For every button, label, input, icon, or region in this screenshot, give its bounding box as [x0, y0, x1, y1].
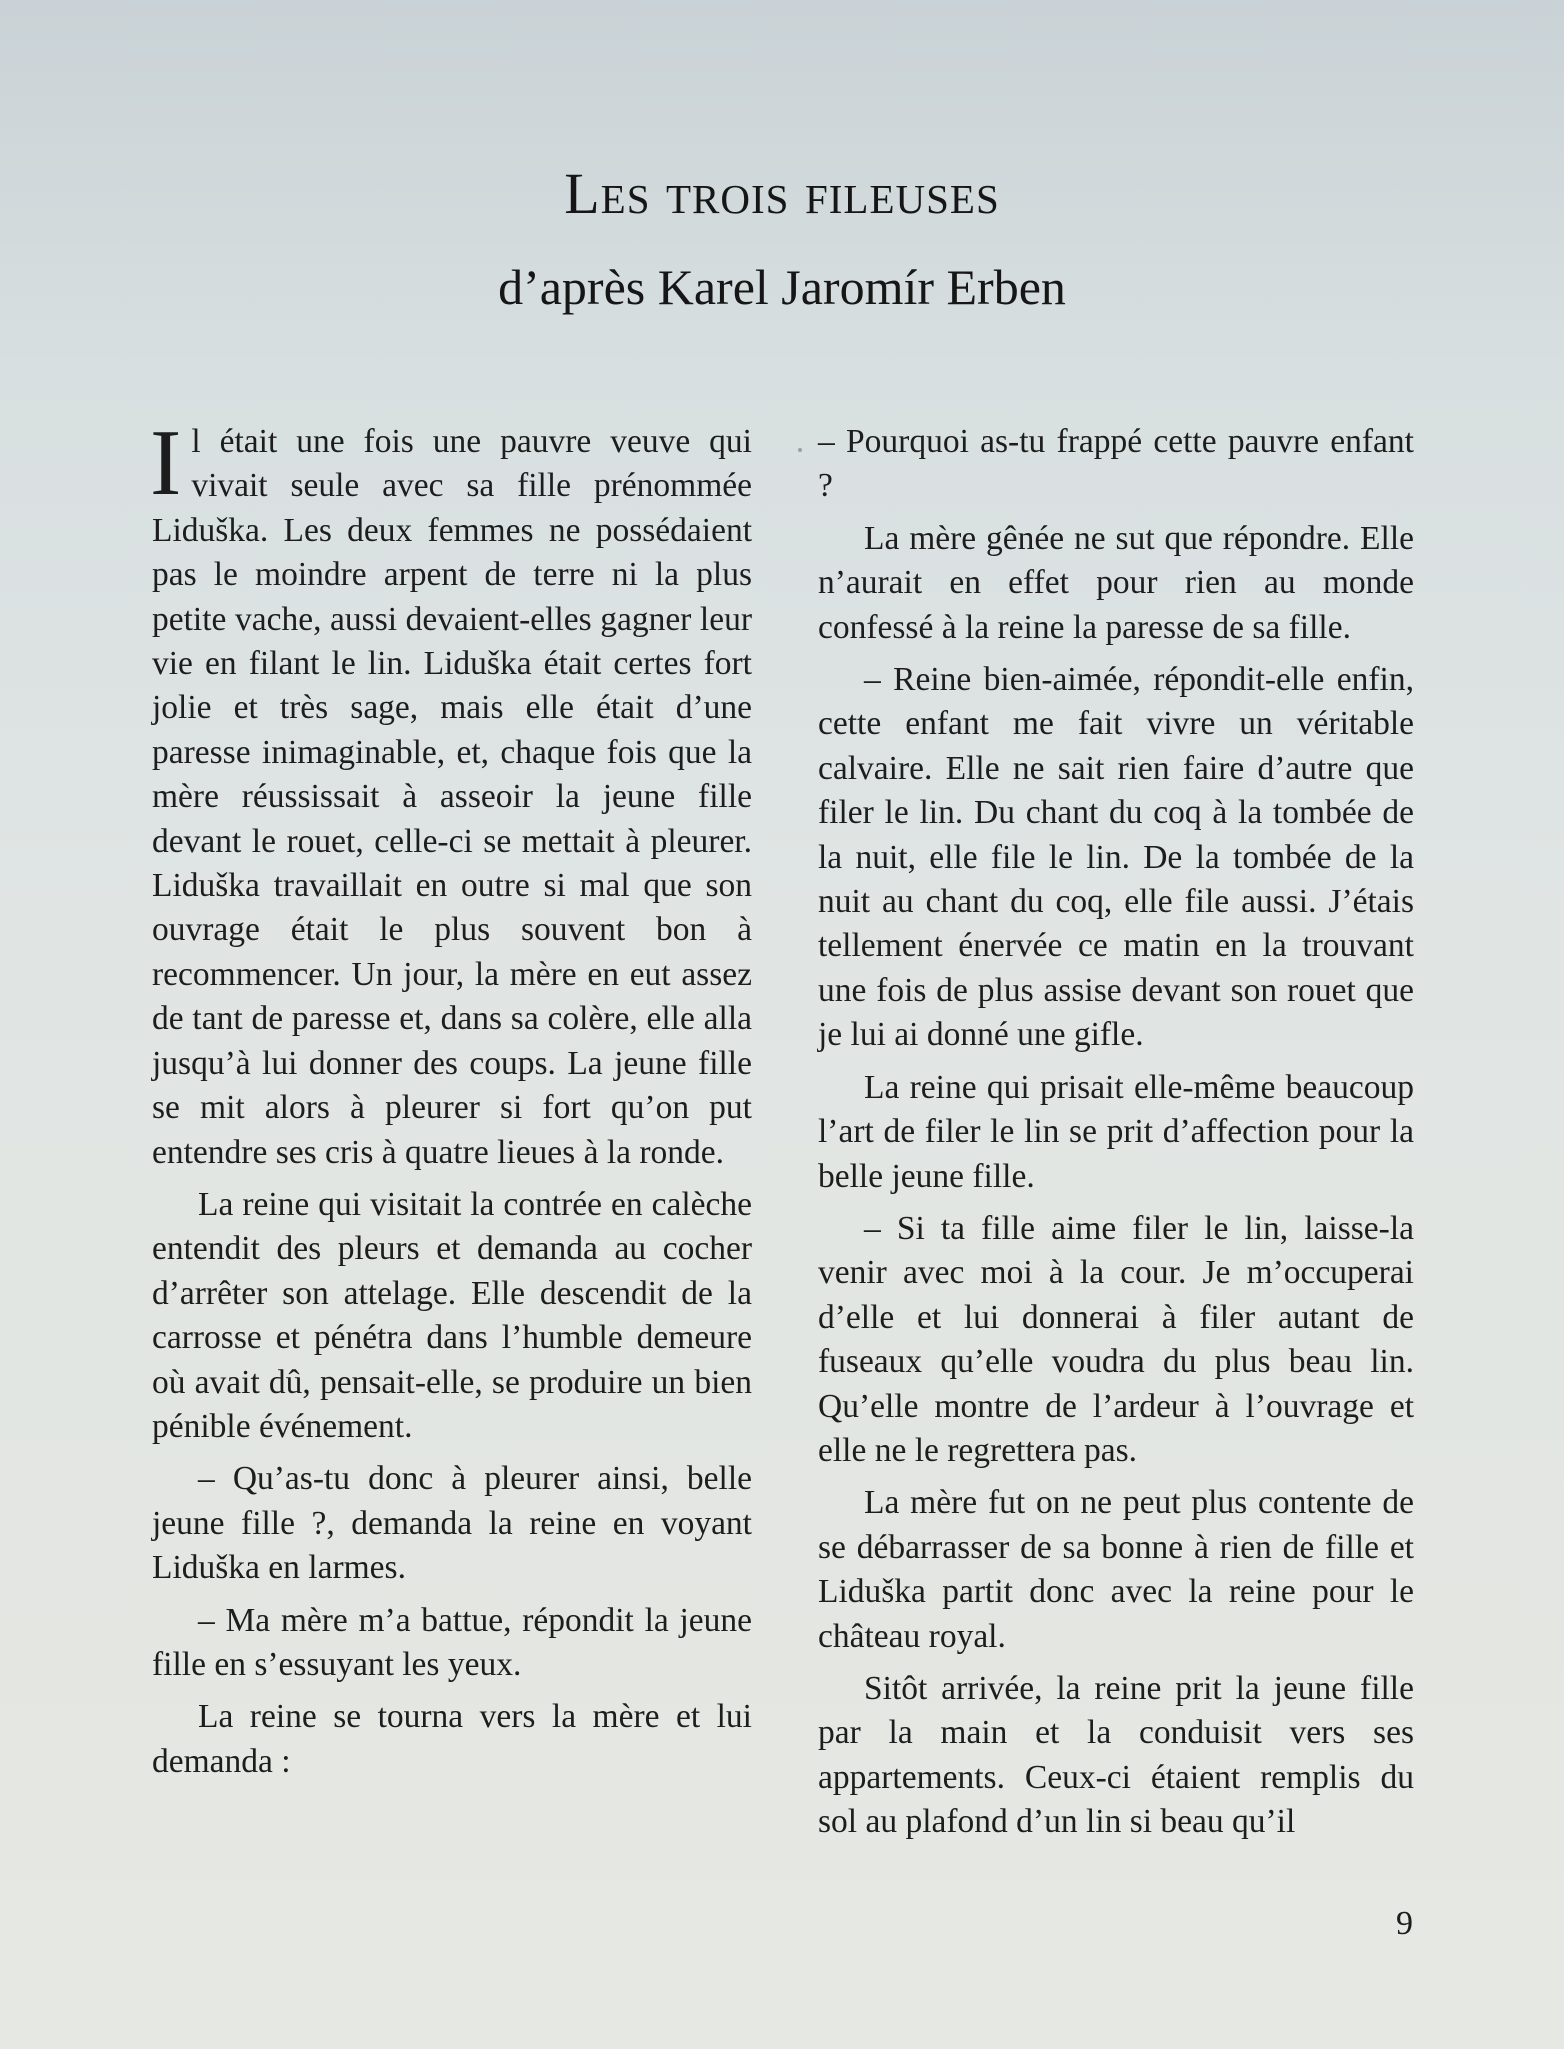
- drop-cap: I: [150, 411, 182, 515]
- right-column: [818, 420, 1414, 1853]
- paragraph: La mère fut on ne peut plus contente de se débarrasser de sa bonne à rien de fille et Liduška partit donc avec la reine pour le château royal.: [818, 1484, 1414, 1655]
- paragraph: – Qu’as-tu donc à pleurer ainsi, belle jeune fille ?, demanda la reine en voyant Liduška en larmes.: [152, 1460, 752, 1587]
- paragraph: – Si ta fille aime filer le lin, laisse-la venir avec moi à la cour. Je m’occuperai d’elle et lui donnerai à filer autant de fuseaux qu’elle voudra du plus beau lin. Qu’elle montre de l’ardeur à l’ouvrage et elle ne le regrettera pas.: [818, 1209, 1414, 1469]
- story-subtitle: d’après Karel Jaromír Erben: [498, 259, 1066, 315]
- story-title: Les trois fileuses: [564, 161, 1000, 226]
- paragraph: La reine qui visitait la contrée en calèche entendit des pleurs et demanda au cocher d’arrêter son attelage. Elle descendit de la carrosse et pénétra dans l’humble demeure où avait dû, pensait-elle, se produire un bien pénible événement.: [152, 1185, 752, 1445]
- paragraph: La reine se tourna vers la mère et lui demanda :: [152, 1698, 752, 1780]
- paragraph: La reine qui prisait elle-même beaucoup l’art de filer le lin se prit d’affection pour la belle jeune fille.: [818, 1068, 1414, 1195]
- paragraph: – Reine bien-aimée, répondit-elle enfin, cette enfant me fait vivre un véritable calvaire. Elle ne sait rien faire d’autre que filer le lin. Du chant du coq à la tombée de la nuit, elle file le lin. De la tombée de la nuit au chant du coq, elle file aussi. J’étais tellement énervée ce matin en la trouvant une fois de plus assise devant son rouet que je lui ai donné une gifle.: [818, 661, 1414, 1054]
- paragraph: La mère gênée ne sut que répondre. Elle n’aurait en effet pour rien au monde confessé à la reine la paresse de sa fille.: [818, 519, 1414, 646]
- paragraph: Sitôt arrivée, la reine prit la jeune fille par la main et la conduisit vers ses appartements. Ceux-ci étaient remplis du sol au plafond d’un lin si beau qu’il: [818, 1669, 1414, 1841]
- paragraph-text: l était une fois une pauvre veuve qui vivait seule avec sa fille prénommée Liduška. Les deux femmes ne possédaient pas le moindre arpent de terre ni la plus petite vache, aussi devaient-elles gagner leur vie en filant le lin. Liduška était certes fort jolie et très sage, mais elle était d’une paresse inimaginable, et, chaque fois que la mère réussissait à asseoir la jeune fille devant le rouet, celle-ci se mettait à pleurer. Liduška travaillait en outre si mal que son ouvrage était le plus souvent bon à recommencer. Un jour, la mère en eut assez de tant de paresse et, dans sa colère, elle alla jusqu’à lui donner des coups. La jeune fille se mit alors à pleurer si fort qu’on put entendre ses cris à quatre lieues à la ronde.: [152, 423, 752, 1171]
- page-number: 9: [1396, 1905, 1413, 1942]
- paragraph: – Pourquoi as-tu frappé cette pauvre enfant ?: [818, 423, 1414, 505]
- column-divider-mark: [798, 448, 802, 452]
- paragraph: [150, 411, 752, 1175]
- left-column: [150, 411, 752, 1792]
- paragraph: – Ma mère m’a battue, répondit la jeune fille en s’essuyant les yeux.: [152, 1601, 752, 1683]
